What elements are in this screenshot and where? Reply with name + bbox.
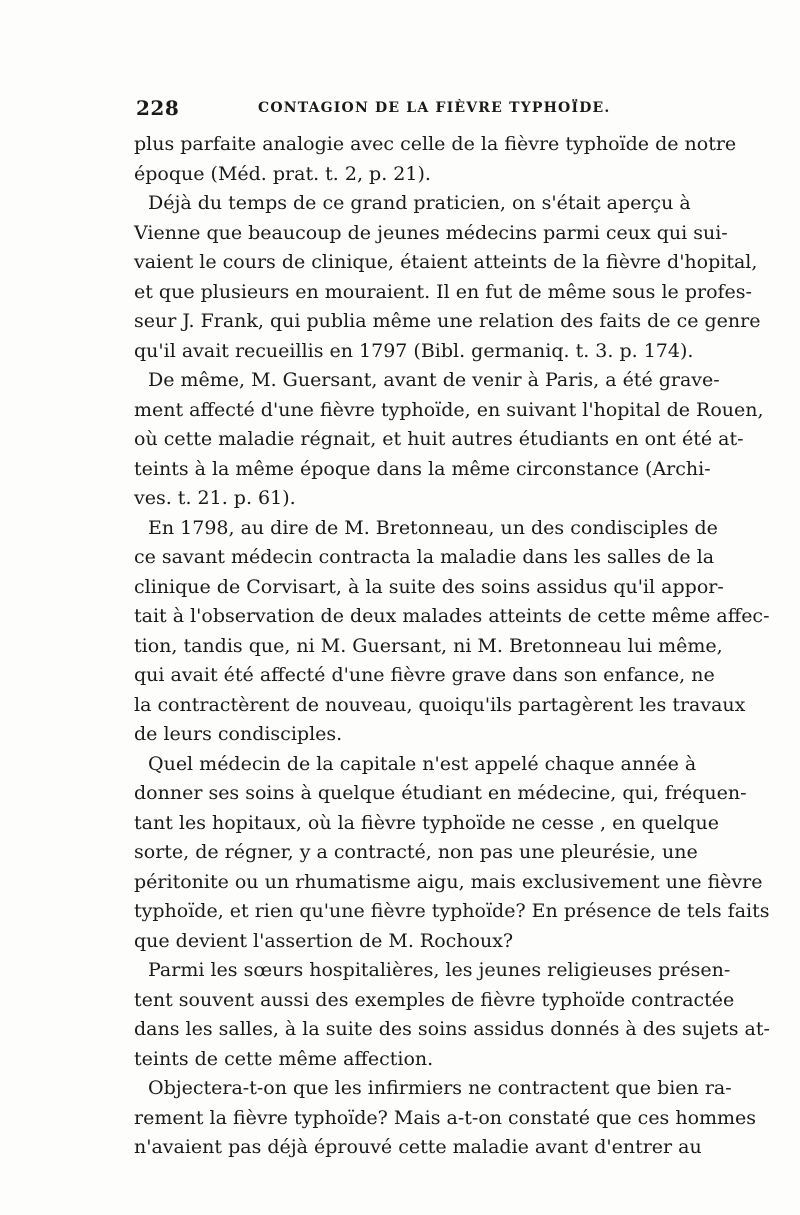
text-line: dans les salles, à la suite des soins assidus donnés à des sujets at- — [134, 1018, 770, 1040]
running-head: CONTAGION DE LA FIÈVRE TYPHOÏDE. — [258, 100, 611, 116]
text-line: teints de cette même affection. — [134, 1047, 434, 1070]
text-line: teints à la même époque dans la même circonstance (Archi- — [134, 457, 711, 480]
text-line: seur J. Frank, qui publia même une relation des faits de ce genre — [134, 310, 761, 332]
body-text — [134, 130, 770, 1163]
text-line: vaient le cours de clinique, étaient atteints de la fièvre d'hopital, — [134, 251, 758, 273]
text-line: Vienne que beaucoup de jeunes médecins parmi ceux qui sui- — [134, 221, 728, 244]
text-line: n'avaient pas déjà éprouvé cette maladie avant d'entrer au — [134, 1136, 702, 1158]
text-line: De même, M. Guersant, avant de venir à Paris, a été grave- — [148, 369, 720, 391]
text-line: En 1798, au dire de M. Bretonneau, un des condisciples de — [148, 516, 718, 539]
text-line: tent souvent aussi des exemples de fièvre typhoïde contractée — [134, 988, 735, 1011]
text-line: péritonite ou un rhumatisme aigu, mais exclusivement une fièvre — [134, 870, 763, 893]
page-header — [136, 96, 668, 126]
text-line: de leurs condisciples. — [134, 723, 343, 745]
text-line: la contractèrent de nouveau, quoiqu'ils partagèrent les travaux — [134, 693, 746, 716]
text-line: et que plusieurs en mouraient. Il en fut de même sous le profes- — [134, 280, 752, 303]
page-number: 228 — [136, 96, 180, 120]
text-line: que devient l'assertion de M. Rochoux? — [134, 929, 514, 952]
text-line: Quel médecin de la capitale n'est appelé chaque année à — [148, 752, 697, 775]
text-line: Parmi les sœurs hospitalières, les jeunes religieuses présen- — [148, 959, 731, 981]
text-line: où cette maladie régnait, et huit autres étudiants en ont été at- — [134, 428, 744, 450]
text-line: Déjà du temps de ce grand praticien, on s'était aperçu à — [148, 192, 691, 214]
text-line: tait à l'observation de deux malades atteints de cette même affec- — [134, 605, 770, 627]
text-line: clinique de Corvisart, à la suite des soins assidus qu'il appor- — [134, 575, 724, 598]
text-line: sorte, de régner, y a contracté, non pas une pleurésie, une — [134, 841, 698, 863]
text-line: qu'il avait recueillis en 1797 (Bibl. germaniq. t. 3. p. 174). — [134, 339, 694, 362]
text-line: plus parfaite analogie avec celle de la fièvre typhoïde de notre — [134, 133, 737, 155]
text-line: tion, tandis que, ni M. Guersant, ni M. Bretonneau lui même, — [134, 634, 723, 657]
text-line: donner ses soins à quelque étudiant en médecine, qui, fréquen- — [134, 782, 747, 804]
text-line: tant les hopitaux, où la fièvre typhoïde ne cesse , en quelque — [134, 811, 719, 834]
text-line: Objectera-t-on que les infirmiers ne contractent que bien ra- — [148, 1077, 732, 1099]
text-line: rement la fièvre typhoïde? Mais a-t-on constaté que ces hommes — [134, 1106, 757, 1129]
text-line: typhoïde, et rien qu'une fièvre typhoïde? En présence de tels faits — [134, 900, 770, 922]
text-line: ment affecté d'une fièvre typhoïde, en suivant l'hopital de Rouen, — [134, 398, 764, 421]
text-line: ce savant médecin contracta la maladie dans les salles de la — [134, 546, 715, 568]
text-line: ves. t. 21. p. 61). — [134, 487, 296, 509]
text-line: époque (Méd. prat. t. 2, p. 21). — [134, 162, 431, 185]
text-line: qui avait été affecté d'une fièvre grave dans son enfance, ne — [134, 664, 715, 686]
